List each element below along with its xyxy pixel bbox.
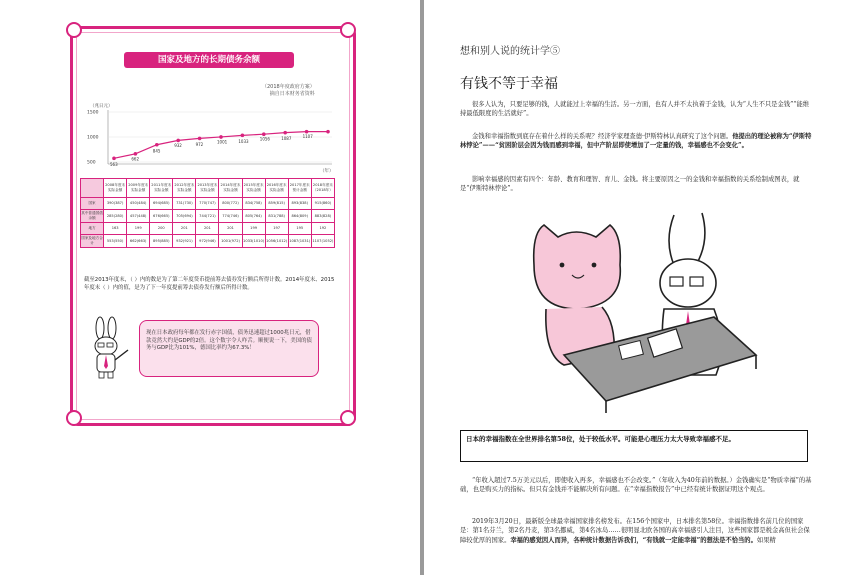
table-cell: 859(815) [265,198,288,210]
cat-character [534,225,621,309]
table-cell: 972(946) [196,235,219,248]
data-point [198,137,202,141]
table-cell: 864(809) [288,210,311,223]
table-row-label: 其中普通国债余额 [81,210,104,223]
frame-corner-ornament [66,410,82,426]
table-header-cell: 2015年度末实际金额 [242,179,265,198]
section-title: 有钱不等于幸福 [460,76,558,92]
table-cell: 1107(1052) [311,235,334,248]
paragraph [460,517,812,545]
data-point [326,130,330,134]
table-header-cell: 2012年度末实际金额 [173,179,196,198]
table-cell: 834(758) [242,198,265,210]
table-row-label: 地方 [81,223,104,235]
table-cell: 195 [288,223,311,235]
table-header-cell: 2017年度末预计金额 [288,179,311,198]
table-row [81,198,335,210]
table-cell: 744(721) [196,210,219,223]
right-page [424,0,844,575]
table-row [81,235,335,248]
table-cell: 553(550) [104,235,127,248]
data-label: 1001 [217,139,228,145]
data-label: 1033 [238,138,249,144]
paragraph: 影响幸福感的因素有四个：年龄、教育和理智、育儿、金钱。将主要原因之一的金钱和幸福指数的关系绘制成图表，就是“伊斯特林悖论”。 [460,176,800,193]
table-cell: 895(885) [150,235,173,248]
table-cell: 770(747) [196,198,219,210]
table-header-cell: 2016年度末实际金额 [265,179,288,198]
cat-and-rabbit-illustration [524,205,764,415]
data-label: 563 [110,161,118,167]
rabbit-character [669,213,705,265]
bubble-text: 现在日本政府每年都在发行赤字国债，债务迅速超过1000兆日元，借款竟然大约是GDP的2倍。这个数字令人咋舌。顺便说一下，美国的债务与GDP比为101%，德国比率约为67.3%！ [146,330,312,352]
data-point [112,157,116,161]
table-cell: 694(685) [150,198,173,210]
table-cell: 800(772) [219,198,242,210]
table-header-cell: 2008年度末实际金额 [104,179,127,198]
table-cell: 705(694) [173,210,196,223]
table-cell: 457(448) [127,210,150,223]
data-label: 1087 [281,136,292,142]
y-tick-label: 1000 [87,135,99,141]
frame-corner-ornament [340,22,356,38]
chart-title: 国家及地方的长期债务余额 [124,52,294,68]
table-cell: 450(484) [127,198,150,210]
year-label: （年） [320,169,334,174]
table-cell: 731(730) [173,198,196,210]
data-label: 972 [195,141,204,147]
table-cell: 199 [242,223,265,235]
debt-line-chart [84,100,336,176]
data-point [262,132,266,136]
table-cell: 932(921) [173,235,196,248]
table-cell: 197 [265,223,288,235]
y-tick-label: 500 [87,160,96,166]
table-cell: 805(764) [242,210,265,223]
table-cell: 200 [150,223,173,235]
table-cell: 201 [196,223,219,235]
paragraph-emphasis: 幸福的感觉因人而异，各种统计数据告诉我们，“有钱就一定能幸福”的想法是不恰当的。 [510,536,757,544]
paragraph [460,132,812,151]
frame-corner-ornament [66,22,82,38]
data-label: 1056 [259,136,270,142]
data-label: 1107 [302,134,313,140]
paragraph-emphasis: 他提出的理论被称为“伊斯特林悖论”——“贫困阶层会因为钱而感到幸福，但中产阶层即使增加了一定量的钱，幸福感也不会变化”。 [460,133,812,150]
table-cell: 662(663) [127,235,150,248]
table-cell: 201 [219,223,242,235]
table-cell: 1033(1010) [242,235,265,248]
table-row-label: 国家及地方合计 [81,235,104,248]
paragraph-text: 2019年3月20日，最新版全球最幸福国家排名榜发布。在156个国家中，日本排名第58位。幸福指数排名前几位的国家是：第1名芬兰，第2名丹麦，第3名挪威，第4名冰岛……很明显北欧各国的高幸福感引人注目，这些国家都是税金高但社会保障较优厚的国家。 [460,518,810,544]
table-note: 截至2013年度末，（ ）内的数是为了第二年度贷币提前筹去债券发行额后所得计数。2014年度末、2015年度末（ ）内的值，是为了下一年度提前筹去债券发行额后所得计数。 [84,277,335,291]
table-cell: 893(838) [288,198,311,210]
table-cell: 676(665) [150,210,173,223]
table-row [81,210,335,223]
table-cell: 774(746) [219,210,242,223]
paragraph-text: 如果精 [756,536,776,544]
table-cell: 883(828) [311,210,334,223]
table-cell: 390(387) [104,198,127,210]
table-cell: 831(788) [265,210,288,223]
data-label: 845 [152,148,161,154]
table-cell: 1087(1031) [288,235,311,248]
table-row [81,223,335,235]
y-tick-label: 1500 [87,110,99,116]
table-header-cell: 2014年度末实际金额 [219,179,242,198]
data-point [155,143,159,147]
table-row-label: 国家 [81,198,104,210]
source-line-1: （2018年度政府方案） [262,84,315,90]
data-point [219,135,223,139]
paragraph: “年收入超过7.5万美元以后，即使收入再多，幸福感也不会改变。”（年收入为40年前的数据。）金钱确实是“物质幸福”的基础，也是购买力的指标。但只有金钱并不能解决所有问题。在“幸福指数报告”中已经有统计数据证明这个观点。 [460,477,812,494]
data-label: 662 [131,156,140,162]
debt-table [80,178,335,248]
source-line-2: 摘自日本财务省资料 [269,91,315,97]
data-point [283,131,287,135]
frame-corner-ornament [340,410,356,426]
data-label: 932 [174,142,182,148]
left-page [0,0,420,575]
table-cell: 915(860) [311,198,334,210]
data-point [176,139,180,143]
table-cell: 285(280) [104,210,127,223]
callout-text: 日本的幸福指数在全世界排名第58位，处于较低水平。可能是心理压力太大导致幸福感不足。 [466,435,736,443]
table-header-cell: 2018年度末（2018年） [311,179,334,198]
table-header-cell: 2009年度末实际金额 [127,179,150,198]
section-header: 想和别人说的统计学⑤ [460,46,560,57]
table-header-cell [81,179,104,198]
data-point [134,152,138,156]
data-point [305,130,309,134]
table-cell: 1001(972) [219,235,242,248]
table-header-cell: 2011年度末实际金额 [150,179,173,198]
chart-source [262,84,315,98]
table-cell: 192 [311,223,334,235]
data-point [241,134,245,138]
table-header-cell: 2013年度末实际金额 [196,179,219,198]
unit-label: （兆日元） [90,104,113,109]
paragraph: 很多人认为，只要足够的钱，人就能过上幸福的生活。另一方面，也有人并不太执着于金钱，认为“人生不只是金钱”“能维持最低限度的生活就好”。 [460,101,810,118]
table-cell: 199 [127,223,150,235]
table-header-row [81,179,335,198]
table-cell: 1056(1012) [265,235,288,248]
table-cell: 163 [104,223,127,235]
rabbit-professor-icon [84,316,132,380]
table-cell: 201 [173,223,196,235]
paragraph-text: 金钱和幸福指数到底存在着什么样的关系呢？经济学家理查德·伊斯特林认真研究了这个问题。 [472,133,733,140]
